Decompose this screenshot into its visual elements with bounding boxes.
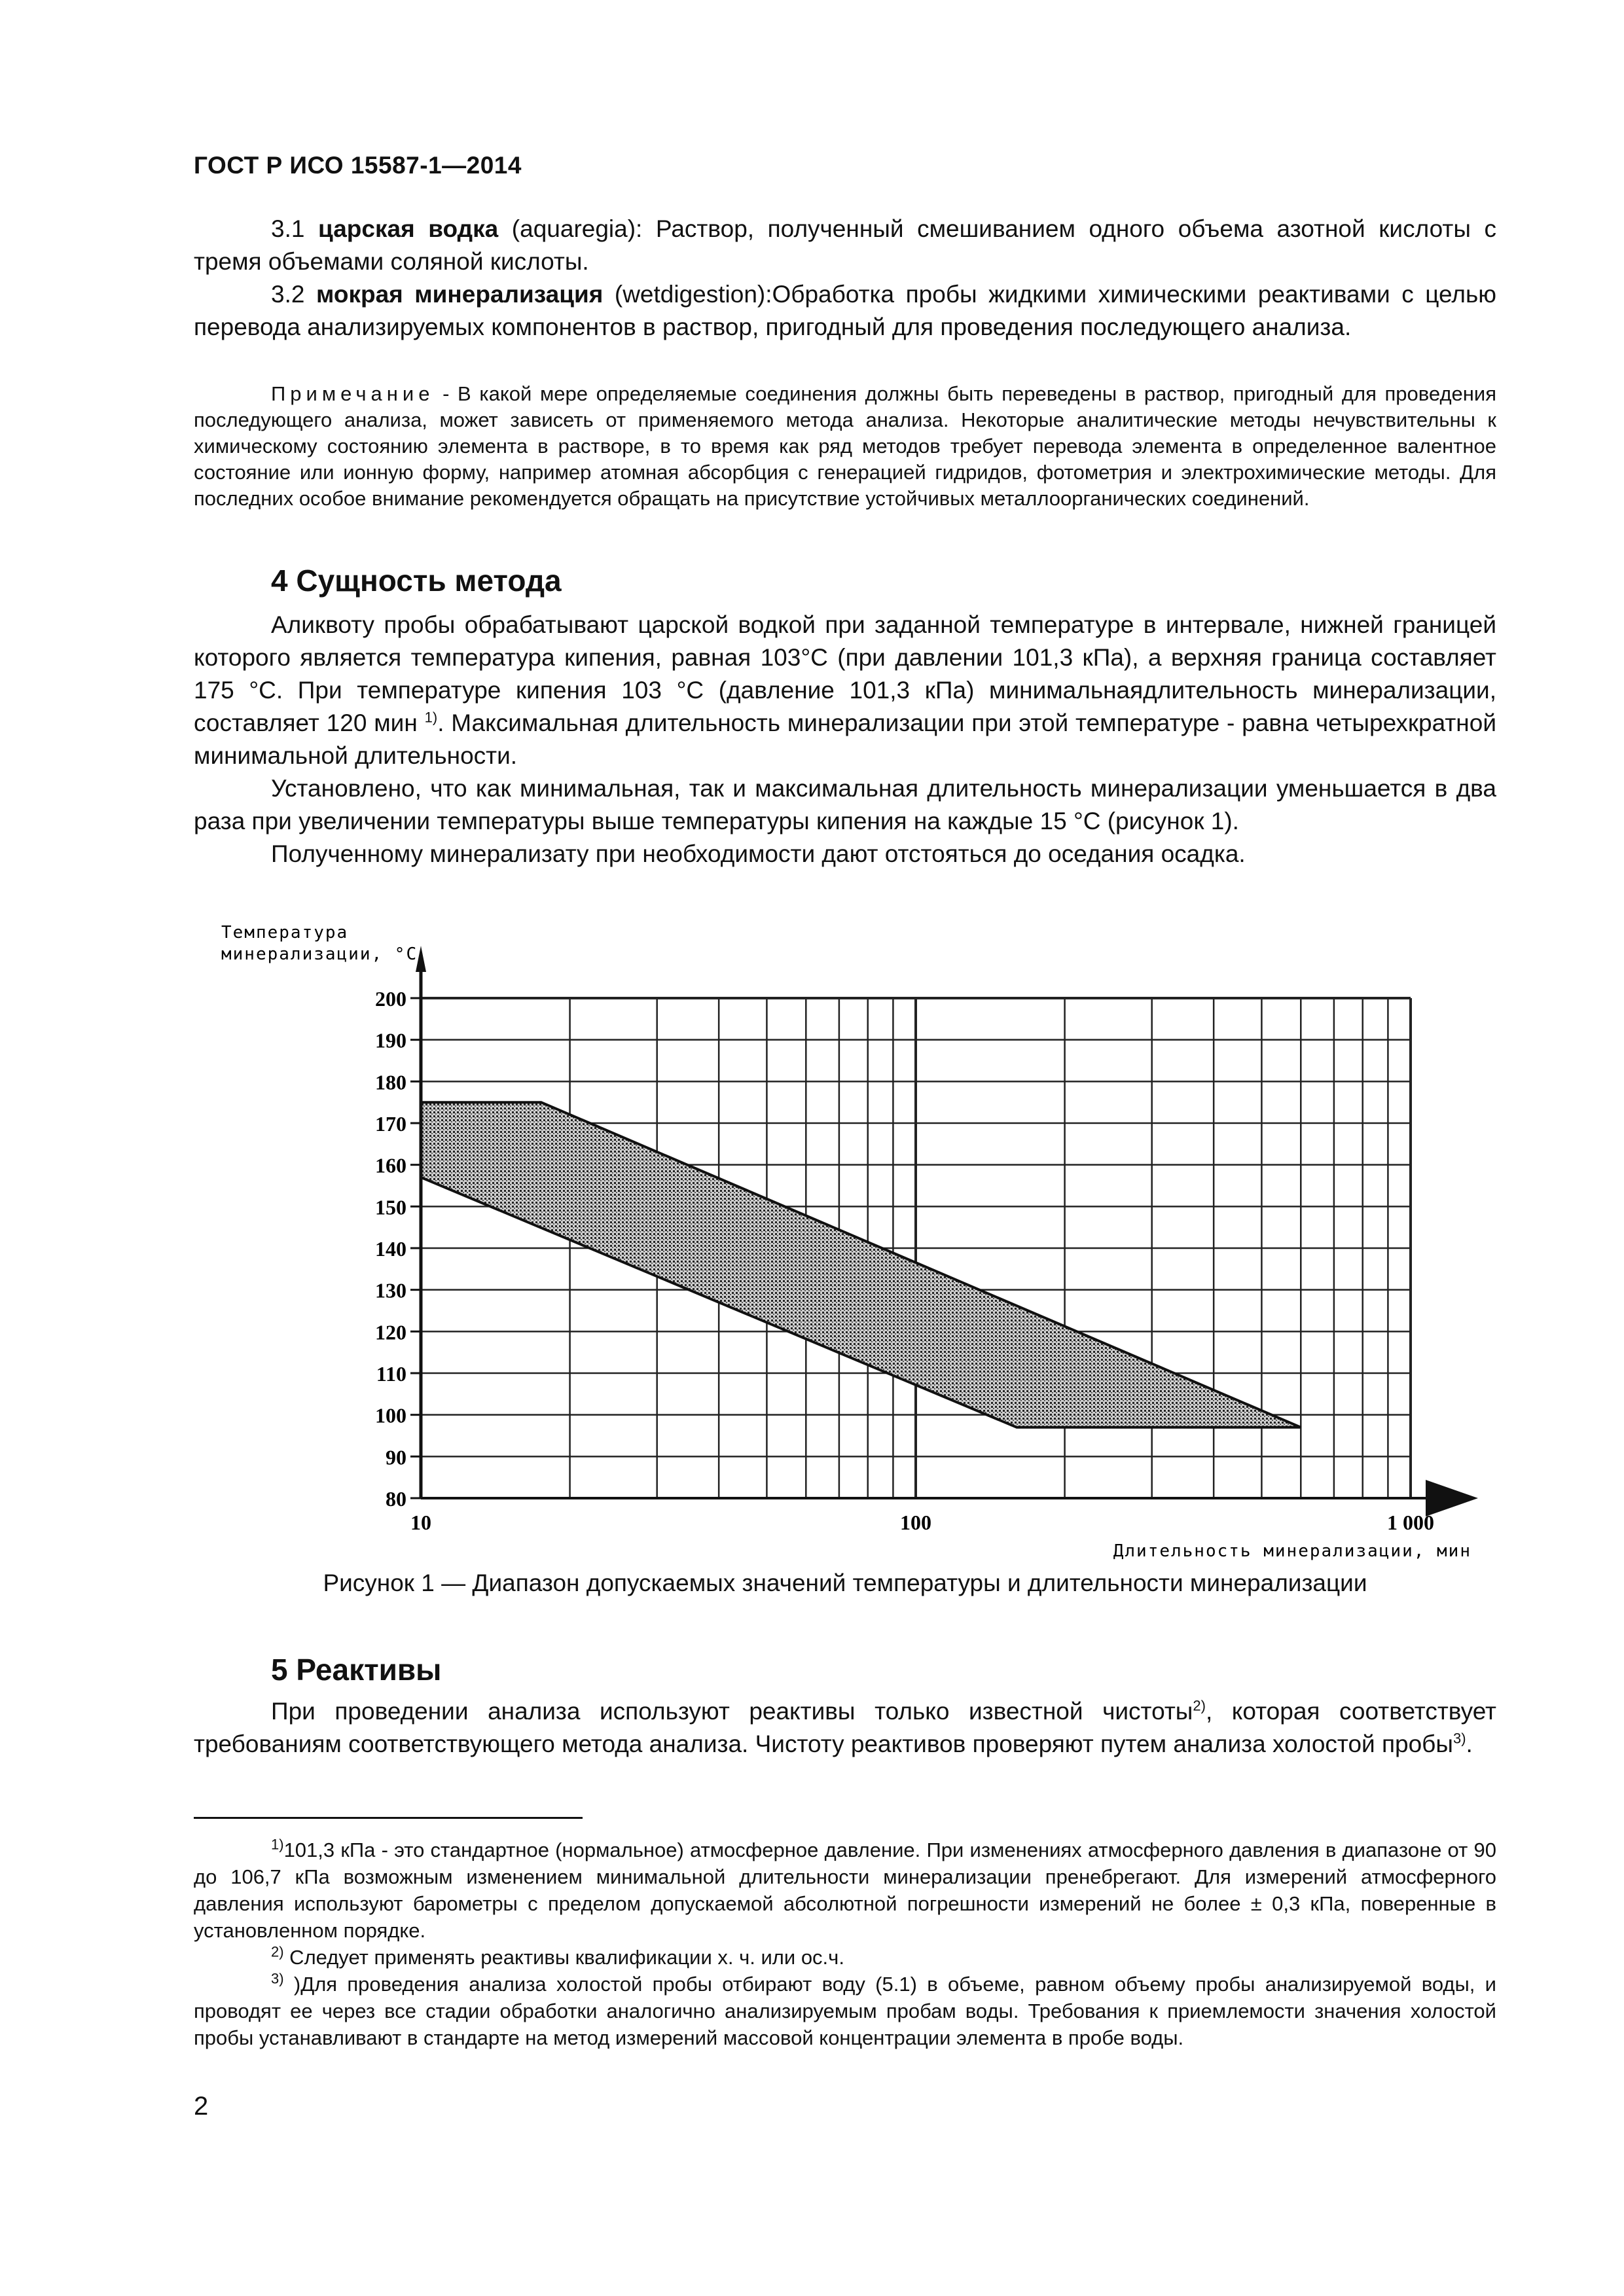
section-5-body (194, 1695, 1496, 1761)
section-4-paragraph-1 (194, 609, 1496, 772)
y-tick-label: 90 (386, 1445, 406, 1469)
footnote-text: Следует применять реактивы квалификации х. ч. или ос.ч. (283, 1946, 844, 1969)
y-tick-label: 110 (376, 1362, 406, 1386)
page-number: 2 (194, 2092, 209, 2121)
y-tick-label: 130 (375, 1278, 406, 1302)
y-tick-label: 80 (386, 1487, 406, 1511)
y-axis-label-line1: Температура (221, 923, 349, 942)
y-tick-label: 160 (375, 1153, 406, 1177)
section-4-body (194, 609, 1496, 870)
note-text: - В какой мере определяемые соединения должны быть переведены в раствор, пригодный для проведения последующего анализа, может зависеть от применяемого метода анализа. Некоторые аналитические методы нечувствительны к химическому состоянию элемента в растворе, в то время как ряд методов требует перевода элемента в определенное валентное состояние или ионную форму, например атомная абсорбция с генерацией гидридов, фотометрия и электрохимические методы. Для последних особое внимание рекомендуется обращать на присутствие устойчивых металлоорганических соединений. (194, 382, 1496, 510)
footnote-mark: 3) (271, 1970, 284, 1987)
document-header: ГОСТ Р ИСО 15587-1—2014 (194, 152, 522, 179)
footnote-separator (194, 1817, 583, 1819)
footnote-ref-3[interactable]: 3) (1453, 1730, 1466, 1747)
footnote-text: )Для проведения анализа холостой пробы отбирают воду (5.1) в объеме, равном объему пробы анализируемой воды, и проводят ее через все стадии обработки аналогично анализируемым пробам воды. Требования к приемлемости значения холостой пробы устанавливают в стандарте на метод измерений массовой концентрации элемента в пробе воды. (194, 1973, 1496, 2049)
paragraph-text: , которая соответствует требованиям соответствующего метода анализа. Чистоту реактивов проверяют путем анализа холостой пробы (194, 1698, 1496, 1757)
x-tick-label: 10 (410, 1511, 431, 1534)
definition-3-2 (194, 278, 1496, 344)
definition-number: 3.1 (271, 215, 319, 242)
footnote-mark: 2) (271, 1943, 284, 1960)
y-tick-label: 150 (375, 1195, 406, 1219)
section-4-title: 4 Сущность метода (271, 564, 562, 598)
footnote-2 (194, 1944, 1496, 1971)
definition-number: 3.2 (271, 281, 316, 308)
figure-caption: Рисунок 1 — Диапазон допускаемых значений температуры и длительности минерализации (323, 1570, 1367, 1596)
section-5-title: 5 Реактивы (271, 1653, 442, 1687)
y-tick-label: 190 (375, 1028, 406, 1052)
x-axis-ticks (410, 1511, 1434, 1534)
footnote-ref-1[interactable]: 1) (424, 709, 438, 726)
section-4-paragraph-3: Полученному минерализату при необходимости дают отстояться до оседания осадка. (271, 840, 1246, 867)
y-tick-label: 100 (375, 1403, 406, 1427)
footnote-ref-2[interactable]: 2) (1193, 1697, 1206, 1714)
note (194, 381, 1496, 512)
definition-text: (aquaregia): Раствор, полученный смешиванием одного объема азотной кислоты с тремя объемами соляной кислоты. (194, 215, 1497, 275)
paragraph-text: . (1466, 1731, 1473, 1757)
x-tick-label: 100 (900, 1511, 931, 1534)
footnote-1 (194, 1837, 1496, 1944)
footnote-3 (194, 1971, 1496, 2051)
x-tick-label: 1 000 (1387, 1511, 1434, 1534)
definitions (194, 213, 1496, 344)
paragraph-text: При проведении анализа используют реактивы только известной чистоты (271, 1698, 1193, 1725)
section-4-paragraph-2: Установлено, что как минимальная, так и максимальная длительность минерализации уменьшается в два раза при увеличении температуры выше температуры кипения на каждые 15 °С (рисунок 1). (194, 775, 1496, 834)
y-axis-ticks (375, 987, 421, 1511)
definition-text: (wetdigestion):Обработка пробы жидкими химическими реактивами с целью перевода анализируемых компонентов в раствор, пригодный для проведения последующего анализа. (194, 281, 1497, 340)
footnote-mark: 1) (271, 1836, 284, 1853)
section-5-paragraph (194, 1695, 1496, 1761)
acceptable-range-area (421, 1102, 1301, 1427)
y-tick-label: 170 (375, 1112, 406, 1136)
x-axis-label: Длительность минерализации, мин (1113, 1541, 1471, 1561)
note-label: Примечание (271, 382, 435, 405)
paragraph-text: . Максимальная длительность минерализации при этой температуре - равна четырехкратной минимальной длительности. (194, 709, 1496, 769)
footnotes (194, 1837, 1496, 2051)
definition-term: мокрая минерализация (316, 281, 604, 308)
y-tick-label: 140 (375, 1237, 406, 1261)
figure-1-chart (209, 915, 1486, 1563)
y-tick-label: 120 (375, 1320, 406, 1344)
paragraph-text: Аликвоту пробы обрабатывают царской водкой при заданной температуре в интервале, нижней границей которого является температура кипения, равная 103°С (при давлении 101,3 кПа), а верхняя граница составляет 175 °С. При температуре кипения 103 °С (давление 101,3 кПа) минимальнаядлительность минерализации, составляет 120 мин (194, 611, 1496, 736)
footnote-text: 101,3 кПа - это стандартное (нормальное) атмосферное давление. При изменениях атмосферного давления в диапазоне от 90 до 106,7 кПа возможным изменением минимальной длительности минерализации пренебрегают. Для измерений атмосферного давления используют барометры с пределом допускаемой абсолютной погрешности измерений не более ± 0,3 кПа, поверенные в установленном порядке. (194, 1839, 1496, 1942)
definition-term: царская водка (318, 215, 499, 242)
definition-3-1 (194, 213, 1496, 278)
y-tick-label: 180 (375, 1070, 406, 1094)
y-axis-label-line2: минерализации, °С (221, 944, 418, 964)
y-tick-label: 200 (375, 987, 406, 1011)
